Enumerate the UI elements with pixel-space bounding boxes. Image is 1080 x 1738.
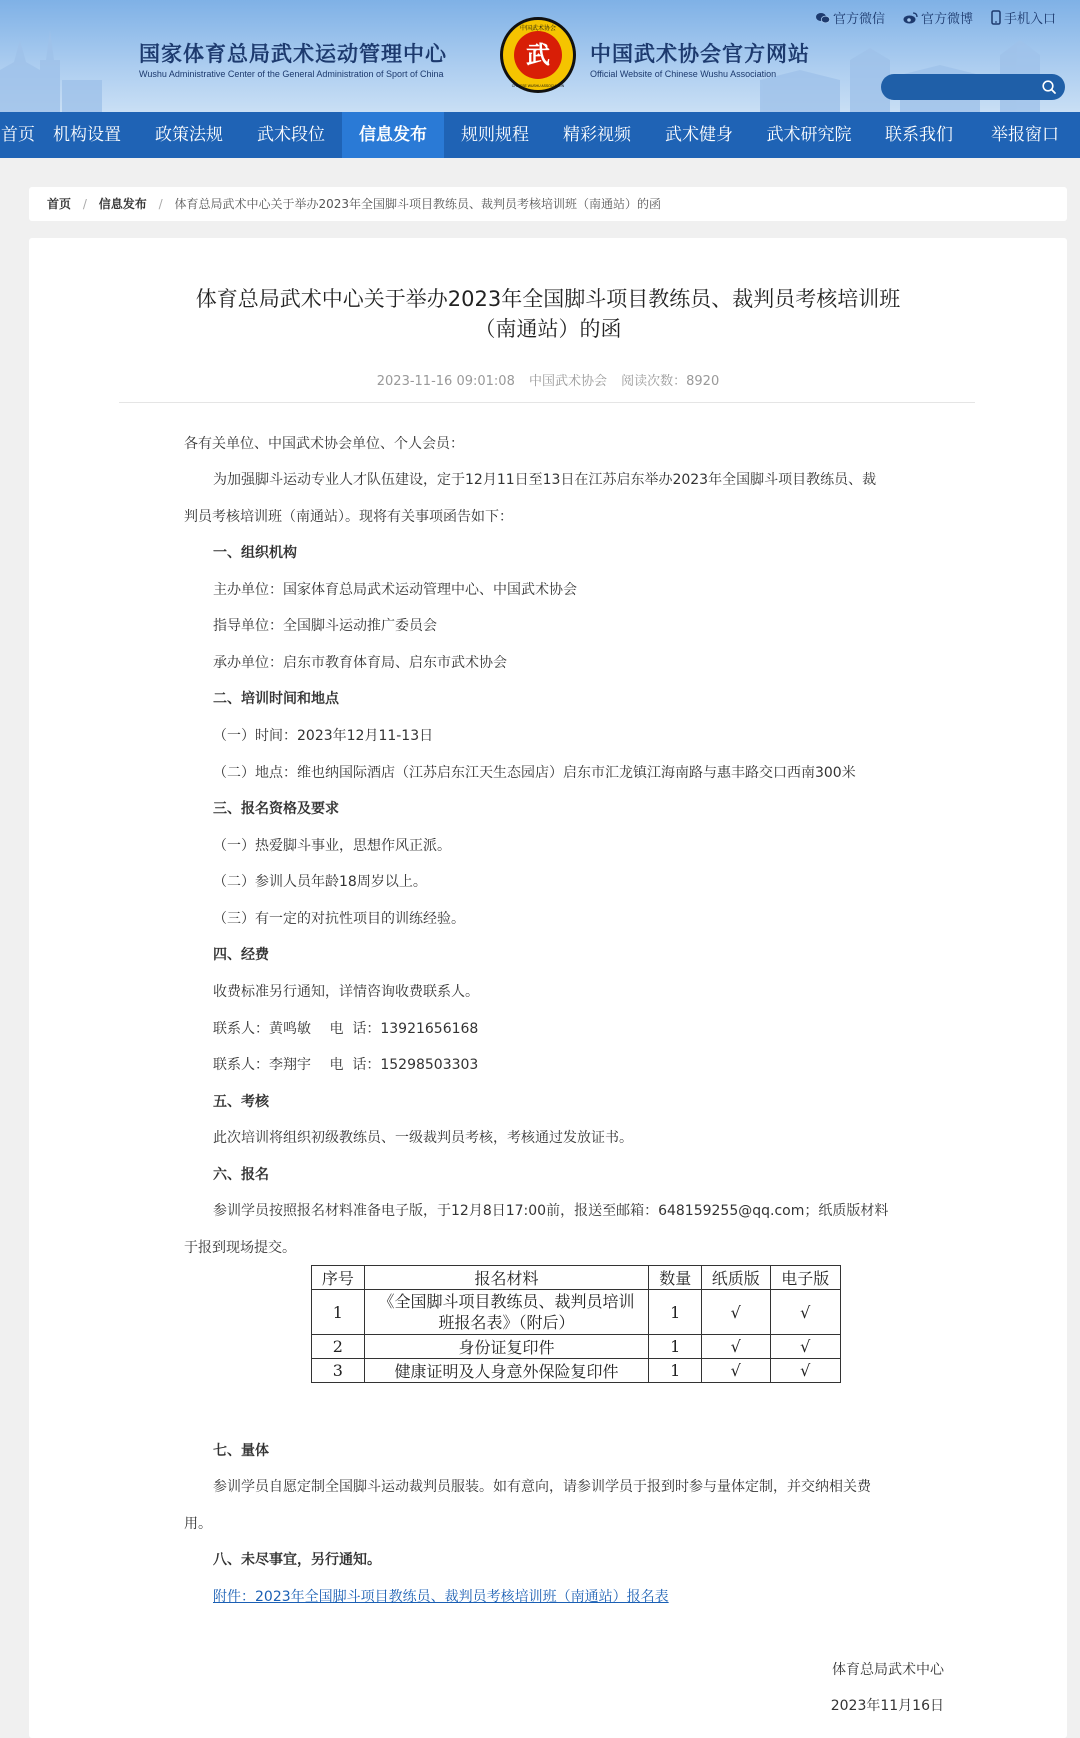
paragraph: 参训学员按照报名材料准备电子版，于12月8日17:00前，报送至邮箱：648159255@qq.com；纸质版材料	[213, 1203, 889, 1219]
article-title-line2: （南通站）的函	[474, 317, 622, 341]
search-box	[881, 74, 1065, 100]
article-source: 中国武术协会	[528, 374, 607, 389]
search-icon[interactable]	[1041, 79, 1057, 95]
breadcrumb-home[interactable]: 首页	[47, 197, 72, 211]
article-panel	[29, 238, 1067, 1738]
nav-item-organization[interactable]: 机构设置	[53, 125, 121, 145]
nav-item-contact[interactable]: 联系我们	[885, 125, 953, 145]
contact-line: 联系人：黄鸣敏 电 话：13921656168	[213, 1021, 479, 1037]
table-header: 序号	[312, 1266, 365, 1290]
svg-text:中国武术协会: 中国武术协会	[519, 25, 557, 32]
article-meta	[29, 370, 1067, 389]
table-cell: √	[702, 1290, 770, 1335]
attachment-link[interactable]: 附件：2023年全国脚斗项目教练员、裁判员考核培训班（南通站）报名表	[213, 1589, 669, 1605]
paragraph: （二）参训人员年龄18周岁以上。	[213, 874, 427, 890]
table-cell: √	[702, 1359, 770, 1383]
mobile-link[interactable]	[991, 8, 1056, 27]
table-row	[312, 1359, 841, 1383]
table-cell: 1	[312, 1290, 365, 1335]
signature: 体育总局武术中心	[832, 1662, 944, 1678]
table-cell: 身份证复印件	[364, 1335, 649, 1359]
table-header: 数量	[649, 1266, 702, 1290]
intro-paragraph-line1: 为加强脚斗运动专业人才队伍建设，定于12月11日至13日在江苏启东举办2023年全国脚斗项目教练员、裁	[213, 472, 877, 488]
weibo-icon	[903, 12, 918, 24]
table-cell: √	[770, 1290, 841, 1335]
table-header: 报名材料	[364, 1266, 649, 1290]
nav-item-news[interactable]: 信息发布	[342, 112, 444, 158]
nav-item-fitness[interactable]: 武术健身	[665, 125, 733, 145]
top-links	[816, 8, 1056, 27]
section-heading: 五、考核	[213, 1094, 269, 1110]
table-header-row	[312, 1266, 841, 1290]
table-cell: √	[770, 1359, 841, 1383]
nav-item-report[interactable]: 举报窗口	[991, 125, 1059, 145]
paragraph: （一）时间：2023年12月11-13日	[213, 728, 434, 744]
section-heading: 二、培训时间和地点	[213, 691, 339, 707]
table-row	[312, 1290, 841, 1335]
breadcrumb-separator: /	[158, 197, 163, 211]
section-heading: 一、组织机构	[213, 545, 297, 561]
registration-materials-table	[311, 1265, 841, 1383]
site-title: 国家体育总局武术运动管理中心	[139, 42, 447, 66]
sign-date: 2023年11月16日	[830, 1698, 944, 1714]
nav-item-research[interactable]: 武术研究院	[766, 125, 852, 145]
table-cell: √	[702, 1335, 770, 1359]
mobile-label: 手机入口	[1003, 12, 1056, 27]
breadcrumb-section[interactable]: 信息发布	[98, 197, 147, 211]
paragraph: （三）有一定的对抗性项目的训练经验。	[213, 911, 465, 927]
paragraph: 主办单位：国家体育总局武术运动管理中心、中国武术协会	[213, 582, 577, 598]
weibo-link[interactable]	[903, 8, 973, 27]
divider	[119, 402, 975, 403]
section-heading: 七、量体	[213, 1443, 269, 1459]
paragraph: 收费标准另行通知，详情咨询收费联系人。	[213, 984, 479, 1000]
breadcrumb-separator: /	[82, 197, 87, 211]
section-heading: 三、报名资格及要求	[213, 801, 339, 817]
wechat-label: 官方微信	[832, 12, 885, 27]
paragraph: （一）热爱脚斗事业，思想作风正派。	[213, 838, 451, 854]
article-title	[159, 284, 937, 344]
table-cell: 1	[649, 1290, 702, 1335]
wushu-association-logo[interactable]	[499, 16, 577, 94]
table-cell: 2	[312, 1335, 365, 1359]
paragraph: （二）地点：维也纳国际酒店（江苏启东江天生态园店）启东市汇龙镇江海南路与惠丰路交口西南300米	[213, 765, 856, 781]
section-heading: 四、经费	[213, 947, 269, 963]
table-cell: 1	[649, 1359, 702, 1383]
table-header: 纸质版	[702, 1266, 770, 1290]
weibo-label: 官方微博	[920, 12, 973, 27]
publish-datetime: 2023-11-16 09:01:08	[376, 374, 515, 389]
nav-item-duanwei[interactable]: 武术段位	[257, 125, 325, 145]
contact-line: 联系人：李翔宇 电 话：15298503303	[213, 1057, 479, 1073]
association-title-en: Official Website of Chinese Wushu Association	[590, 69, 777, 79]
read-count: 阅读次数：8920	[621, 374, 720, 389]
nav-item-home[interactable]: 首页	[1, 125, 35, 145]
article-title-line1: 体育总局武术中心关于举办2023年全国脚斗项目教练员、裁判员考核培训班	[195, 287, 901, 311]
mobile-icon	[991, 10, 1001, 25]
nav-item-videos[interactable]: 精彩视频	[563, 125, 631, 145]
table-cell: √	[770, 1335, 841, 1359]
search-input[interactable]	[893, 78, 1037, 98]
nav-item-policy[interactable]: 政策法规	[155, 125, 223, 145]
breadcrumb	[29, 187, 1067, 221]
section-heading: 八、未尽事宜，另行通知。	[213, 1552, 381, 1568]
table-row	[312, 1335, 841, 1359]
association-title: 中国武术协会官方网站	[590, 42, 810, 66]
svg-text:CHINESE WUSHU ASSOCIATION: CHINESE WUSHU ASSOCIATION	[511, 84, 565, 88]
paragraph: 承办单位：启东市教育体育局、启东市武术协会	[213, 655, 507, 671]
wechat-icon	[816, 12, 830, 24]
table-header: 电子版	[770, 1266, 841, 1290]
section-heading: 六、报名	[213, 1167, 269, 1183]
intro-paragraph-line2: 判员考核培训班（南通站）。现将有关事项函告如下：	[184, 509, 513, 525]
breadcrumb-current: 体育总局武术中心关于举办2023年全国脚斗项目教练员、裁判员考核培训班（南通站）的函	[174, 197, 661, 211]
table-cell: 1	[649, 1335, 702, 1359]
wechat-link[interactable]	[816, 8, 885, 27]
paragraph: 指导单位：全国脚斗运动推广委员会	[213, 618, 437, 634]
paragraph: 此次培训将组织初级教练员、一级裁判员考核，考核通过发放证书。	[213, 1130, 633, 1146]
table-cell: 《全国脚斗项目教练员、裁判员培训班报名表》（附后）	[364, 1290, 649, 1335]
salutation: 各有关单位、中国武术协会单位、个人会员：	[184, 436, 464, 452]
site-title-en: Wushu Administrative Center of the General Administration of Sport of China	[139, 69, 444, 79]
site-header	[0, 0, 1080, 112]
table-cell: 健康证明及人身意外保险复印件	[364, 1359, 649, 1383]
paragraph: 于报到现场提交。	[184, 1240, 296, 1256]
paragraph: 参训学员自愿定制全国脚斗运动裁判员服装。如有意向，请参训学员于报到时参与量体定制，并交纳相关费	[213, 1479, 871, 1495]
main-nav	[0, 112, 1080, 158]
table-cell: 3	[312, 1359, 365, 1383]
svg-text:武: 武	[526, 41, 550, 69]
paragraph: 用。	[184, 1516, 212, 1532]
nav-item-rules[interactable]: 规则规程	[461, 125, 529, 145]
